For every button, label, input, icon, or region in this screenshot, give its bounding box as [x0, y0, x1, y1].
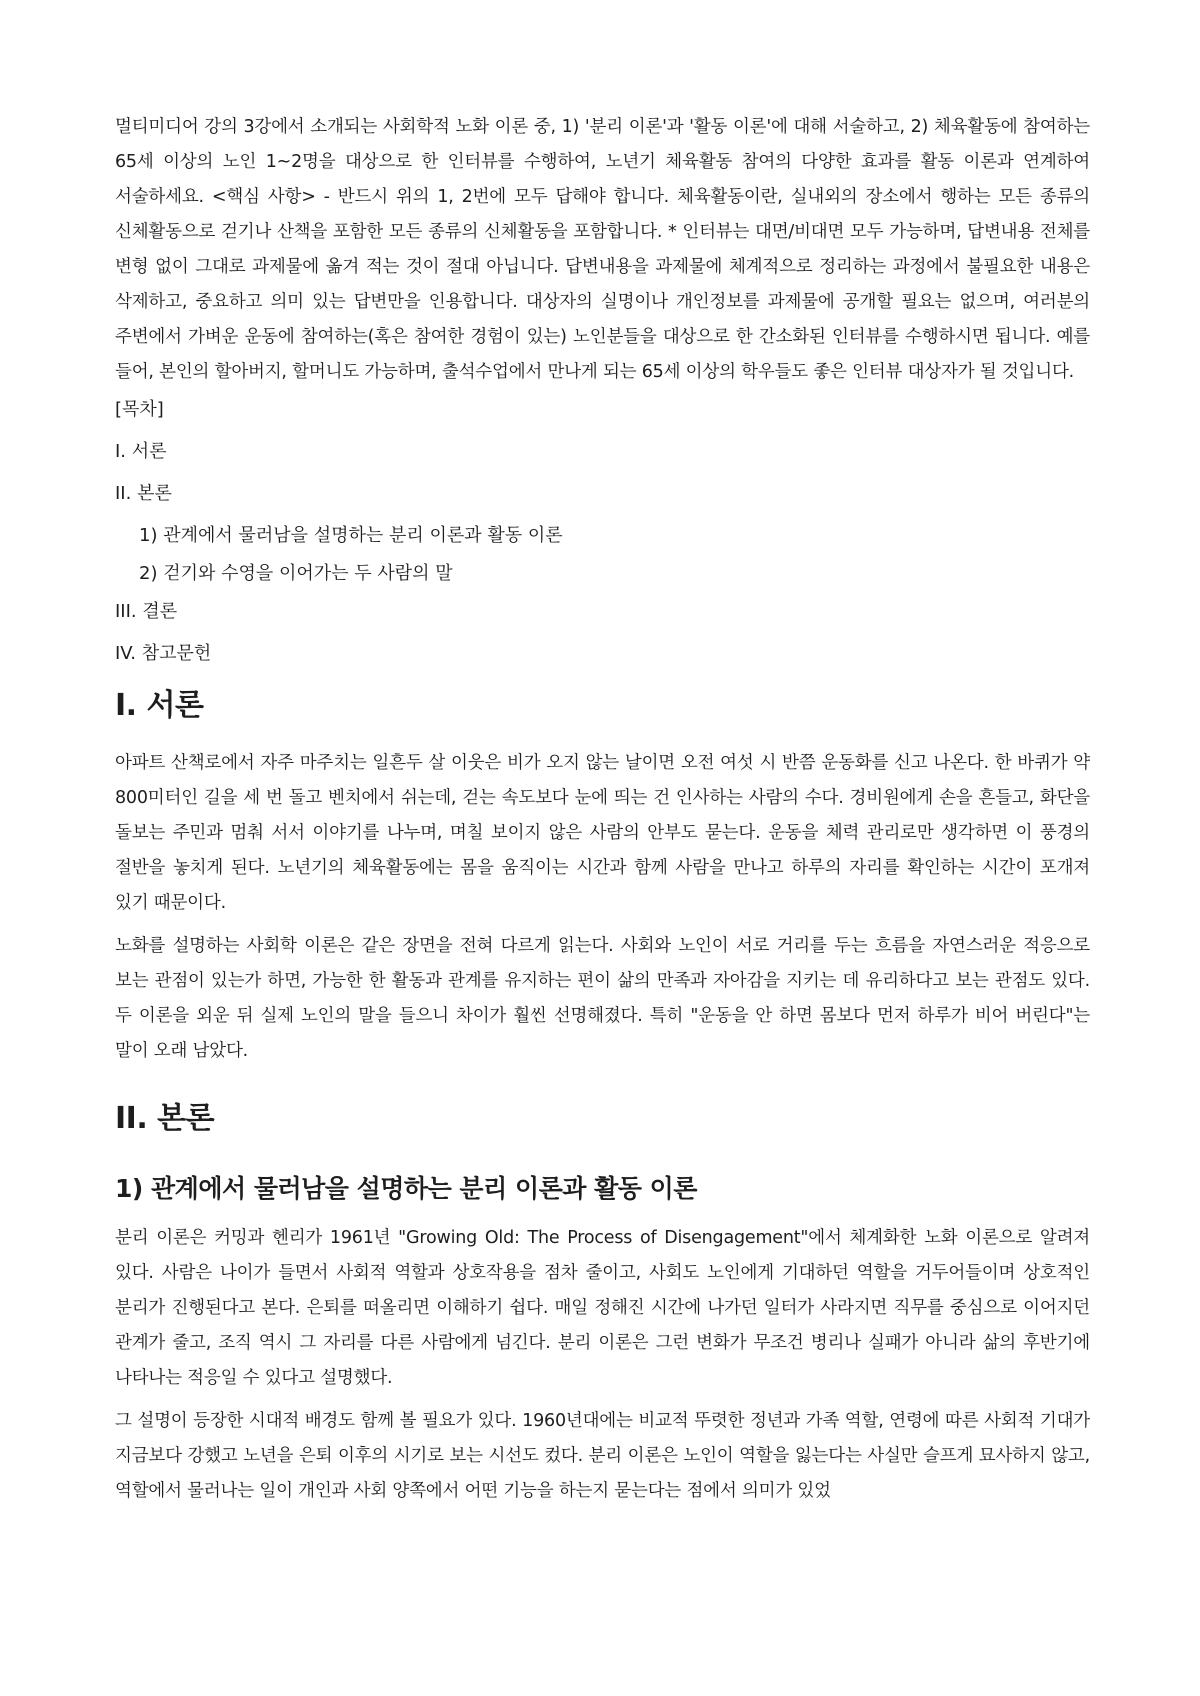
subsection-heading-theories: 1) 관계에서 물러남을 설명하는 분리 이론과 활동 이론	[115, 1174, 697, 1203]
body-paragraph: 아파트 산책로에서 자주 마주치는 일흔두 살 이웃은 비가 오지 않는 날이면 오전 여섯 시 반쯤 운동화를 신고 나온다. 한 바퀴가 약 800미터인 길을 세 번 돌고 벤치에서 쉬는데, 걷는 속도보다 눈에 띄는 건 인사하는 사람의 수다. 경비원에게 손을 흔들고, 화단을 돌보는 주민과 멈춰 서서 이야기를 나누며, 며칠 보이지 않은 사람의 안부도 묻는다. 운동을 체력 관리로만 생각하면 이 풍경의 절반을 놓치게 된다. 노년기의 체육활동에는 몸을 움직이는 시간과 함께 사람을 만나고 하루의 자리를 확인하는 시간이 포개져 있기 때문이다.	[115, 753, 1090, 913]
table-of-contents	[115, 398, 1090, 666]
body-paragraph: 그 설명이 등장한 시대적 배경도 함께 볼 필요가 있다. 1960년대에는 비교적 뚜렷한 정년과 가족 역할, 연령에 따른 사회적 기대가 지금보다 강했고 노년을 은퇴 이후의 시기로 보는 시선도 컸다. 분리 이론은 노인이 역할을 잃는다는 사실만 슬프게 묘사하지 않고, 역할에서 물러나는 일이 개인과 사회 양쪽에서 어떤 기능을 하는지 묻는다는 점에서 의미가 있었	[115, 1411, 1090, 1501]
body-paragraph: 노화를 설명하는 사회학 이론은 같은 장면을 전혀 다르게 읽는다. 사회와 노인이 서로 거리를 두는 흐름을 자연스러운 적응으로 보는 관점이 있는가 하면, 가능한 한 활동과 관계를 유지하는 편이 삶의 만족과 자아감을 지키는 데 유리하다고 보는 관점도 있다. 두 이론을 외운 뒤 실제 노인의 말을 들으니 차이가 훨씬 선명해졌다. 특히 "운동을 안 하면 몸보다 먼저 하루가 비어 버린다"는 말이 오래 남았다.	[115, 936, 1090, 1061]
assignment-prompt: 멀티미디어 강의 3강에서 소개되는 사회학적 노화 이론 중, 1) '분리 이론'과 '활동 이론'에 대해 서술하고, 2) 체육활동에 참여하는 65세 이상의 노인 1~2명을 대상으로 한 인터뷰를 수행하여, 노년기 체육활동 참여의 다양한 효과를 활동 이론과 연계하여 서술하세요. <핵심 사항> - 반드시 위의 1, 2번에 모두 답해야 합니다. 체육활동이란, 실내외의 장소에서 행하는 모든 종류의 신체활동으로 걷기나 산책을 포함한 모든 종류의 신체활동을 포함합니다. * 인터뷰는 대면/비대면 모두 가능하며, 답변내용 전체를 변형 없이 그대로 과제물에 옮겨 적는 것이 절대 아닙니다. 답변내용을 과제물에 체계적으로 정리하는 과정에서 불필요한 내용은 삭제하고, 중요하고 의미 있는 답변만을 인용합니다. 대상자의 실명이나 개인정보를 과제물에 공개할 필요는 없으며, 여러분의 주변에서 가벼운 운동에 참여하는(혹은 참여한 경험이 있는) 노인분들을 대상으로 한 간소화된 인터뷰를 수행하시면 됩니다. 예를 들어, 본인의 할아버지, 할머니도 가능하며, 출석수업에서 만나게 되는 65세 이상의 학우들도 좋은 인터뷰 대상자가 될 것입니다.	[115, 117, 1090, 382]
toc-subitem-theories: 1) 관계에서 물러남을 설명하는 분리 이론과 활동 이론	[139, 525, 563, 546]
section-heading-introduction: I. 서론	[115, 688, 204, 723]
toc-item-references: IV. 참고문헌	[115, 643, 212, 664]
toc-title: [목차]	[115, 399, 164, 420]
toc-item-introduction: I. 서론	[115, 441, 167, 462]
document-body	[115, 110, 1090, 1517]
toc-subitem-interviews: 2) 걷기와 수영을 이어가는 두 사람의 말	[139, 563, 453, 584]
section-heading-main-body: II. 본론	[115, 1101, 215, 1136]
toc-item-conclusion: III. 결론	[115, 601, 178, 622]
toc-item-main-body: II. 본론	[115, 483, 172, 504]
body-paragraph: 분리 이론은 커밍과 헨리가 1961년 "Growing Old: The Process of Disengagement"에서 체계화한 노화 이론으로 알려져 있다. 사람은 나이가 들면서 사회적 역할과 상호작용을 점차 줄이고, 사회도 노인에게 기대하던 역할을 거두어들이며 상호적인 분리가 진행된다고 본다. 은퇴를 떠올리면 이해하기 쉽다. 매일 정해진 시간에 나가던 일터가 사라지면 직무를 중심으로 이어지던 관계가 줄고, 조직 역시 그 자리를 다른 사람에게 넘긴다. 분리 이론은 그런 변화가 무조건 병리나 실패가 아니라 삶의 후반기에 나타나는 적응일 수 있다고 설명했다.	[115, 1228, 1090, 1388]
